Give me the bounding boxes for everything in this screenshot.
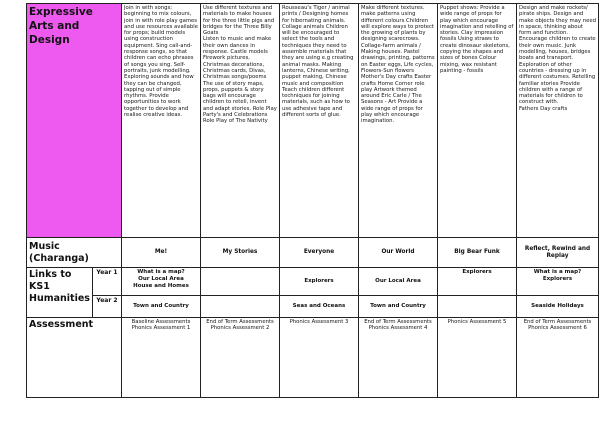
assessment-col-3: Phonics Assessment 3: [280, 318, 359, 398]
links-y1-col-6: What is a map? Explorers: [517, 268, 599, 296]
links-y2-col-5: [438, 296, 517, 318]
links-y1-col-1: What is a map? Our Local Area House and Homes: [122, 268, 201, 296]
curriculum-table: [26, 3, 599, 398]
music-row: [27, 238, 599, 268]
links-year2-row: [27, 296, 599, 318]
links-y2-col-2: [201, 296, 280, 318]
music-col-5: Big Bear Funk: [438, 238, 517, 268]
music-col-6: Reflect, Rewind and Replay: [517, 238, 599, 268]
assessment-heading: Assessment: [27, 318, 122, 398]
expressive-col-2: Use different textures and materials to make houses for the three little pigs and bridges for the Three Billy Goats Listen to music and make their own dances in response. Castle models Firework pictures, Christmas decorations, Christmas cards, Divas, Christmas songs/poems The use of story maps, props, puppets & story bags will encourage children to retell, invent and adapt stories. Role Play Party's and Celebrations Role Play of The Nativity: [201, 4, 280, 238]
links-y1-col-2: [201, 268, 280, 296]
links-y2-col-3: Seas and Oceans: [280, 296, 359, 318]
expressive-col-5: Puppet shows: Provide a wide range of props for play which encourage imagination and retelling of stories. Clay impression fossils Using straws to create dinosaur skeletons, copying the shapes and sizes of bones Colour mixing, wax resistant painting - fossils: [438, 4, 517, 238]
expressive-arts-heading: Expressive Arts and Design: [27, 4, 122, 238]
assessment-col-2: End of Term Assessments Phonics Assessment 2: [201, 318, 280, 398]
year2-label: Year 2: [93, 296, 122, 318]
assessment-col-4: End of Term Assessments Phonics Assessment 4: [359, 318, 438, 398]
music-col-4: Our World: [359, 238, 438, 268]
expressive-col-6: Design and make rockets/ pirate ships. Design and make objects they may need in space, thinking about form and function. Encourage children to create their own music. Junk modelling, houses, bridges boats and transport. Exploration of other countries - dressing up in different costumes. Retelling familiar stories Provide children with a range of materials for children to construct with. Fathers Day crafts: [517, 4, 599, 238]
links-year1-row: [27, 268, 599, 296]
music-heading: Music (Charanga): [27, 238, 122, 268]
expressive-col-3: Rousseau's Tiger / animal prints / Designing homes for hibernating animals. Collage animals Children will be encouraged to select the tools and techniques they need to assemble materials that they are using e.g creating animal masks. Making lanterns, Chinese writing, puppet making, Chinese music and composition Teach children different techniques for joining materials, such as how to use adhesive tape and different sorts of glue.: [280, 4, 359, 238]
music-col-3: Everyone: [280, 238, 359, 268]
links-y1-col-4: Our Local Area: [359, 268, 438, 296]
assessment-col-5: Phonics Assessment 5: [438, 318, 517, 398]
links-y2-col-4: Town and Country: [359, 296, 438, 318]
assessment-col-1: Baseline Assessments Phonics Assessment 1: [122, 318, 201, 398]
links-heading: Links to KS1 Humanities: [27, 268, 93, 318]
music-col-1: Me!: [122, 238, 201, 268]
year1-label: Year 1: [93, 268, 122, 296]
expressive-arts-row: [27, 4, 599, 238]
expressive-col-1: Join in with songs; beginning to mix colours, join in with role play games and use resources available for props; build models using construction equipment. Sing call-and-response songs, so that children can echo phrases of songs you sing. Self-portraits, junk modelling. Exploring sounds and how they can be changed, tapping out of simple rhythms. Provide opportunities to work together to develop and realise creative ideas.: [122, 4, 201, 238]
music-col-2: My Stories: [201, 238, 280, 268]
links-y2-col-6: Seaside Holidays: [517, 296, 599, 318]
links-y2-col-1: Town and Country: [122, 296, 201, 318]
assessment-row: [27, 318, 599, 398]
links-y1-col-3: Explorers: [280, 268, 359, 296]
links-y1-col-5: Explorers: [438, 268, 517, 296]
expressive-col-4: Make different textures. make patterns using different colours Children will explore ways to protect the growing of plants by designing scarecrows. Collage-farm animals / Making houses. Pastel drawings, printing, patterns on Easter eggs, Life cycles, Flowers-Sun flowers Mother's Day crafts Easter crafts Home Corner role play Artwork themed around Eric Carle / The Seasons - Art Provide a wide range of props for play which encourage imagination.: [359, 4, 438, 238]
assessment-col-6: End of Term Assessments Phonics Assessment 6: [517, 318, 599, 398]
